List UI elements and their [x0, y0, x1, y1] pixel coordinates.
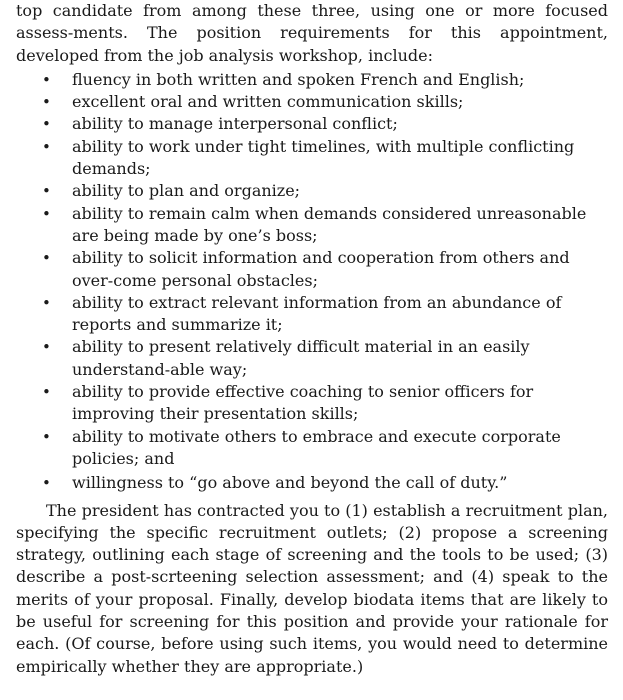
list-item: [16, 292, 608, 337]
list-item: [16, 247, 608, 292]
list-item: [16, 136, 608, 181]
bullet-icon: •: [42, 70, 51, 89]
bullet-icon: •: [42, 338, 51, 357]
list-item: [16, 472, 608, 494]
list-item: [16, 426, 608, 471]
intro-paragraph: top candidate from among these three, using one or more focused assess-ments. The position requirements for this appointment, developed from the job analysis workshop, include:: [16, 1, 608, 65]
list-item: [16, 69, 608, 91]
list-item-text: ability to work under tight timelines, with multiple conflicting demands;: [72, 136, 575, 179]
list-item-text: ability to remain calm when demands considered unreasonable are being made by one’s boss;: [72, 203, 587, 245]
bullet-icon: •: [42, 115, 51, 134]
list-item-text: ability to present relatively difficult material in an easily understand-able way;: [72, 337, 530, 379]
list-item: [16, 180, 608, 202]
list-item-text: willingness to “go above and beyond the call of duty.”: [72, 473, 508, 493]
list-item-text: ability to solicit information and cooperation from others and over-come personal obstacles;: [72, 248, 570, 290]
list-item: [16, 381, 608, 426]
list-item: [16, 203, 608, 248]
list-item-text: ability to motivate others to embrace and execute corporate policies; and: [72, 426, 561, 468]
list-item-text: excellent oral and written communication skills;: [72, 92, 464, 112]
bullet-icon: •: [42, 249, 51, 268]
list-item-text: fluency in both written and spoken French and English;: [72, 69, 525, 89]
bullet-icon: •: [42, 137, 51, 156]
list-item: [16, 113, 608, 135]
bullet-icon: •: [42, 293, 51, 312]
closing-paragraph: The president has contracted you to (1) establish a recruitment plan, specifying the specific recruitment outlets; (2) propose a screening strategy, outlining each stage of screening and the tools to be used; (3) describe a post-scrteening selection assessment; and (4) speak to the merits of your proposal. Finally, develop biodata items that are likely to be useful for screening for this position and provide your rationale for each. (Of course, before using such items, you would need to determine empirically whether they are appropriate.): [16, 500, 608, 676]
requirements-list: [16, 69, 608, 495]
list-item-text: ability to manage interpersonal conflict;: [72, 114, 398, 134]
bullet-icon: •: [42, 383, 51, 402]
bullet-icon: •: [42, 182, 51, 201]
bullet-icon: •: [42, 204, 51, 223]
list-item-text: ability to provide effective coaching to senior officers for improving their presentation skills;: [72, 382, 534, 424]
list-item-text: ability to extract relevant information from an abundance of reports and summarize it;: [72, 292, 562, 335]
list-item: [16, 91, 608, 113]
list-item: [16, 336, 608, 381]
document-page: [16, 0, 608, 678]
bullet-icon: •: [42, 93, 51, 112]
bullet-icon: •: [42, 427, 51, 446]
bullet-icon: •: [42, 474, 51, 493]
list-item-text: ability to plan and organize;: [72, 181, 301, 201]
